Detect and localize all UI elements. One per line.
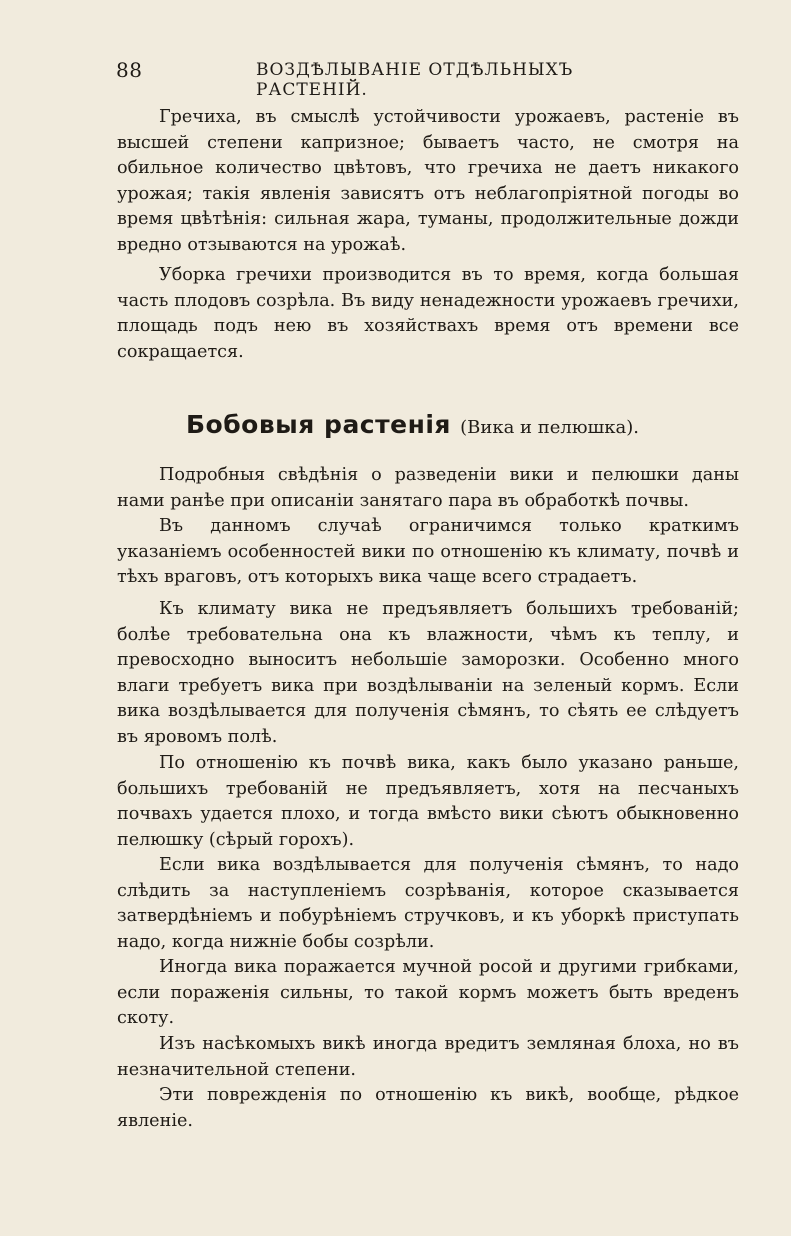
section-heading-subtitle: (Вика и пелюшка). <box>460 417 639 438</box>
section-heading-title: Бобовыя растенія <box>186 410 451 439</box>
page-number: 88 <box>116 58 143 82</box>
running-title: ВОЗДѢЛЫВАНІЕ ОТДѢЛЬНЫХЪ РАСТЕНІЙ. <box>256 60 574 100</box>
paragraph-vetch-damage: Эти поврежденія по отношенію къ викѣ, вообще, рѣдкое явленіе. <box>117 1085 739 1131</box>
page-header <box>116 58 676 100</box>
section-heading <box>186 410 706 439</box>
paragraph-vetch-fungi: Иногда вика поражается мучной росой и другими грибками, если пораженія сильны, то такой кормъ можетъ быть вреденъ скоту. <box>117 957 739 1028</box>
paragraph-vetch-soil: По отношенію къ почвѣ вика, какъ было указано раньше, большихъ требованій не предъявляетъ, хотя на песчаныхъ почвахъ удается плохо, и тогда вмѣсто вики сѣютъ обыкновенно пелюшку (сѣрый горохъ). <box>117 753 739 850</box>
paragraph-buckwheat-yield: Гречиха, въ смыслѣ устойчивости урожаевъ, растеніе въ высшей степени капризное; бываетъ часто, не смотря на обильное количество цвѣтовъ, что гречиха не даетъ никакого урожая; такія явленія зависятъ отъ неблагопріятной погоды во время цвѣтѣнія: сильная жара, туманы, продолжительные дожди вредно отзываются на урожаѣ. <box>117 107 739 255</box>
paragraph-vetch-climate: Къ климату вика не предъявляетъ большихъ требованій; болѣе требовательна она къ влажности, чѣмъ къ теплу, и превосходно выноситъ небольшіе заморозки. Особенно много влаги требуетъ вика при воздѣлываніи на зеленый кормъ. Если вика воздѣлывается для полученія сѣмянъ, то сѣять ее слѣдуетъ въ яровомъ полѣ. <box>117 599 739 747</box>
paragraph-buckwheat-harvest: Уборка гречихи производится въ то время, когда большая часть плодовъ созрѣла. Въ виду ненадежности урожаевъ гречихи, площадь подъ нею въ хозяйствахъ время отъ времени все сокращается. <box>117 265 739 362</box>
paragraph-vetch-seeds: Если вика воздѣлывается для полученія сѣмянъ, то надо слѣдить за наступленіемъ созрѣванія, которое сказывается затвердѣніемъ и побурѣніемъ стручковъ, и къ уборкѣ приступать надо, когда нижніе бобы созрѣли. <box>117 855 739 952</box>
paragraph-vetch-intro: Подробныя свѣдѣнія о разведеніи вики и пелюшки даны нами ранѣе при описаніи занятаго пара въ обработкѣ почвы. <box>117 465 739 511</box>
paragraph-vetch-insects: Изъ насѣкомыхъ викѣ иногда вредитъ земляная блоха, но въ незначительной степени. <box>117 1034 739 1080</box>
paragraph-vetch-scope: Въ данномъ случаѣ ограничимся только краткимъ указаніемъ особенностей вики по отношенію къ климату, почвѣ и тѣхъ враговъ, отъ которыхъ вика чаще всего страдаетъ. <box>117 516 739 587</box>
